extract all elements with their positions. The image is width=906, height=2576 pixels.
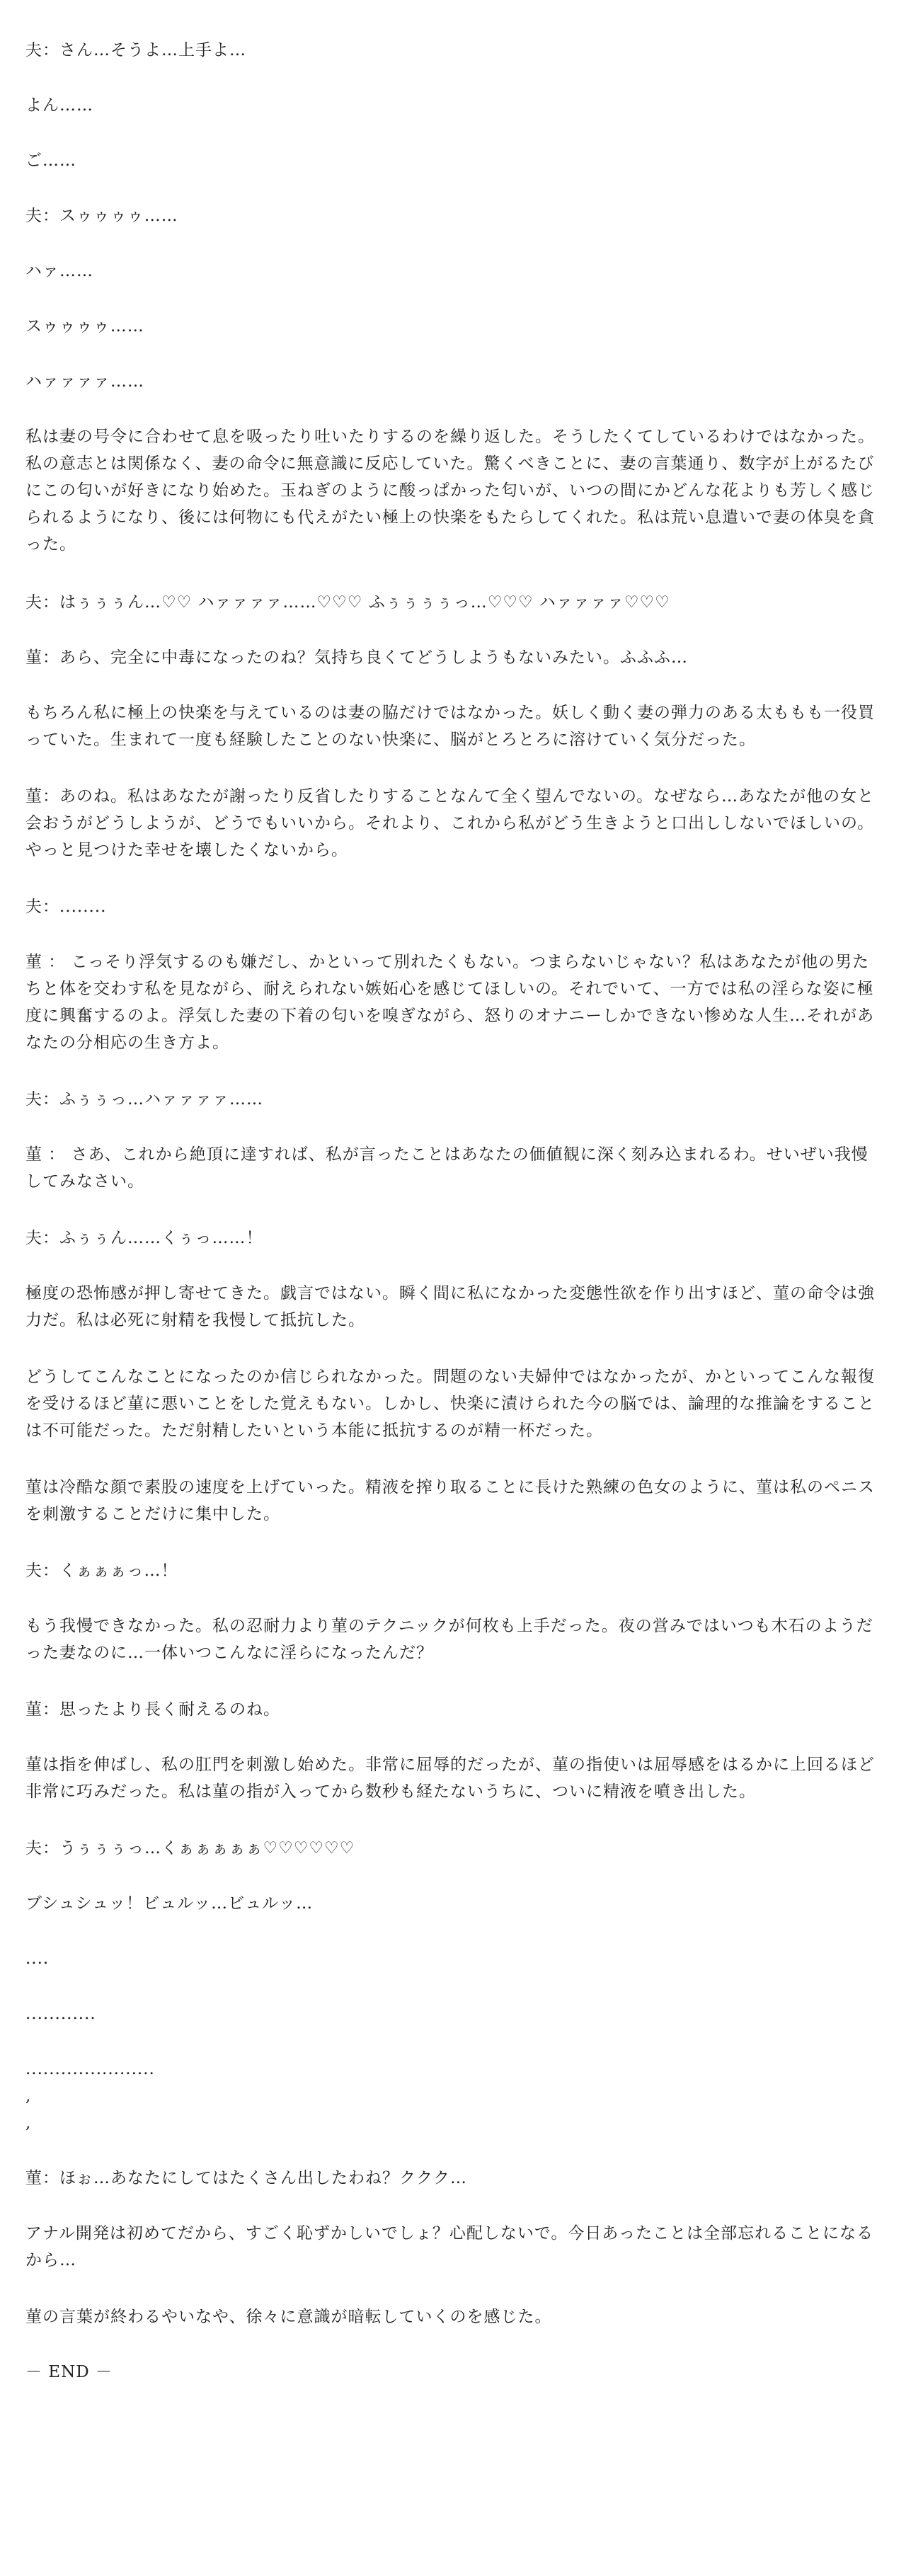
dialogue-line: 夫：ふぅぅん……くぅっ……！ [25,1229,263,1247]
end-marker: － END － [25,2363,113,2381]
narration-paragraph: 菫の言葉が終わるやいなや、徐々に意識が暗転していくのを感じた。 [25,2308,552,2326]
dialogue-line: 夫：スゥゥゥゥ…… [25,207,178,225]
narration-paragraph: 菫は指を伸ばし、私の肛門を刺激し始めた。非常に屈辱的だったが、菫の指使いは屈辱感をはるかに上回るほど非常に巧みだった。私は菫の指が入ってから数秒も経たないうちに、ついに精液を噴き出した。 [25,1756,875,1801]
dialogue-line: 夫：さん…そうよ…上手よ… [25,41,246,59]
dialogue-line: ハァァァァ…… [25,372,144,391]
dialogue-line: 菫：あら、完全に中毒になったのね？気持ち良くてどうしようもないみたい。ふふふ… [25,648,688,667]
dialogue-line: 夫：はぅぅぅん…♡♡ ハァァァァ……♡♡♡ ふぅぅぅぅっ…♡♡♡ ハァァァァ♡♡♡ [25,593,670,612]
dialogue-line: 夫：ふぅぅっ…ハァァァァ…… [25,1090,263,1109]
narration-paragraph: もちろん私に極上の快楽を与えているのは妻の脇だけではなかった。妖しく動く妻の弾力のある太ももも一役買っていた。生まれて一度も経験したことのない快楽に、脳がとろとろに溶けていく気分だった。 [25,704,875,749]
ellipsis-line: .... [25,1950,50,1968]
ellipsis-line: ............ [25,2005,96,2023]
dialogue-line: 菫：ほぉ…あなたにしてはたくさん出したわね？ククク… [25,2169,467,2187]
narration-paragraph: どうしてこんなことになったのか信じられなかった。問題のない夫婦仲ではなかったが、かといってこんな報復を受けるほど菫に悪いことをした覚えもない。しかし、快楽に漬けられた今の脳では、論理的な推論をすることは不可能だった。ただ射精したいという本能に抵抗するのが精一杯だった。 [25,1368,875,1440]
dialogue-line: 菫 ： こっそり浮気するのも嫌だし、かといって別れたくもない。つまらないじゃない？私はあなたが他の男たちと体を交わす私を見ながら、耐えられない嫉妬心を感じてほしいの。それでいて、一方では私の淫らな姿に極度に興奮するのよ。浮気した妻の下着の匂いを嗅ぎながら、怒りのオナニーしかできない惨めな人生…それがあなたの分相応の生き方よ。 [25,953,875,1052]
sound-effect-line: ブシュシュッ！ビュルッ…ビュルッ… [25,1894,314,1913]
dialogue-line: 夫：うぅぅぅっ…くぁぁぁぁぁ♡♡♡♡♡♡ [25,1839,355,1857]
narration-paragraph: もう我慢できなかった。私の忍耐力より菫のテクニックが何枚も上手だった。夜の営みではいつも木石のようだった妻なのに…一体いつこんなに淫らになったんだ？ [25,1617,873,1662]
dialogue-line: よん…… [25,96,93,115]
dialogue-line: 夫：........ [25,898,107,916]
narration-paragraph: 私は妻の号令に合わせて息を吸ったり吐いたりするのを繰り返した。そうしたくてしているわけではなかった。私の意志とは関係なく、妻の命令に無意識に反応していた。驚くべきことに、妻の言葉通り、数字が上がるたびにこの匂いが好きになり始めた。玉ねぎのように酸っぱかった匂いが、いつの間にかどんな花よりも芳しく感じられるようになり、後には何物にも代えがたい極上の快楽をもたらしてくれた。私は荒い息遣いで妻の体臭を貪った。 [25,428,875,554]
comma-line: , [25,2114,32,2132]
dialogue-line: 菫：あのね。私はあなたが謝ったり反省したりすることなんて全く望んでないの。なぜなら…あなたが他の女と会おうがどうしようが、どうでもいいから。それより、これから私がどう生きようと口出ししないでほしいの。やっと見つけた幸せを壊したくないから。 [25,787,875,859]
dialogue-line: 菫 ： さあ、これから絶頂に達すれば、私が言ったことはあなたの価値観に深く刻み込まれるわ。せいぜい我慢してみなさい。 [25,1145,868,1191]
dialogue-line: 夫：くぁぁぁっ…！ [25,1562,178,1580]
narration-paragraph: 菫は冷酷な顔で素股の速度を上げていった。精液を搾り取ることに長けた熟練の色女のように、菫は私のペニスを刺激することだけに集中した。 [25,1478,875,1523]
dialogue-line: アナル開発は初めてだから、すごく恥ずかしいでしょ？心配しないで。今日あったことは全部忘れることになるから… [25,2224,874,2269]
dialogue-line: ご…… [25,151,76,170]
dialogue-line: スゥゥゥゥ…… [25,317,144,336]
ellipsis-line: ...................... [25,2060,155,2078]
narration-paragraph: 極度の恐怖感が押し寄せてきた。戯言ではない。瞬く間に私になかった変態性欲を作り出すほど、菫の命令は強力だ。私は必死に射精を我慢して抵抗した。 [25,1284,875,1329]
comma-line: , [25,2087,32,2105]
dialogue-line: ハァ…… [25,262,93,280]
dialogue-line: 菫：思ったより長く耐えるのね。 [25,1700,280,1719]
